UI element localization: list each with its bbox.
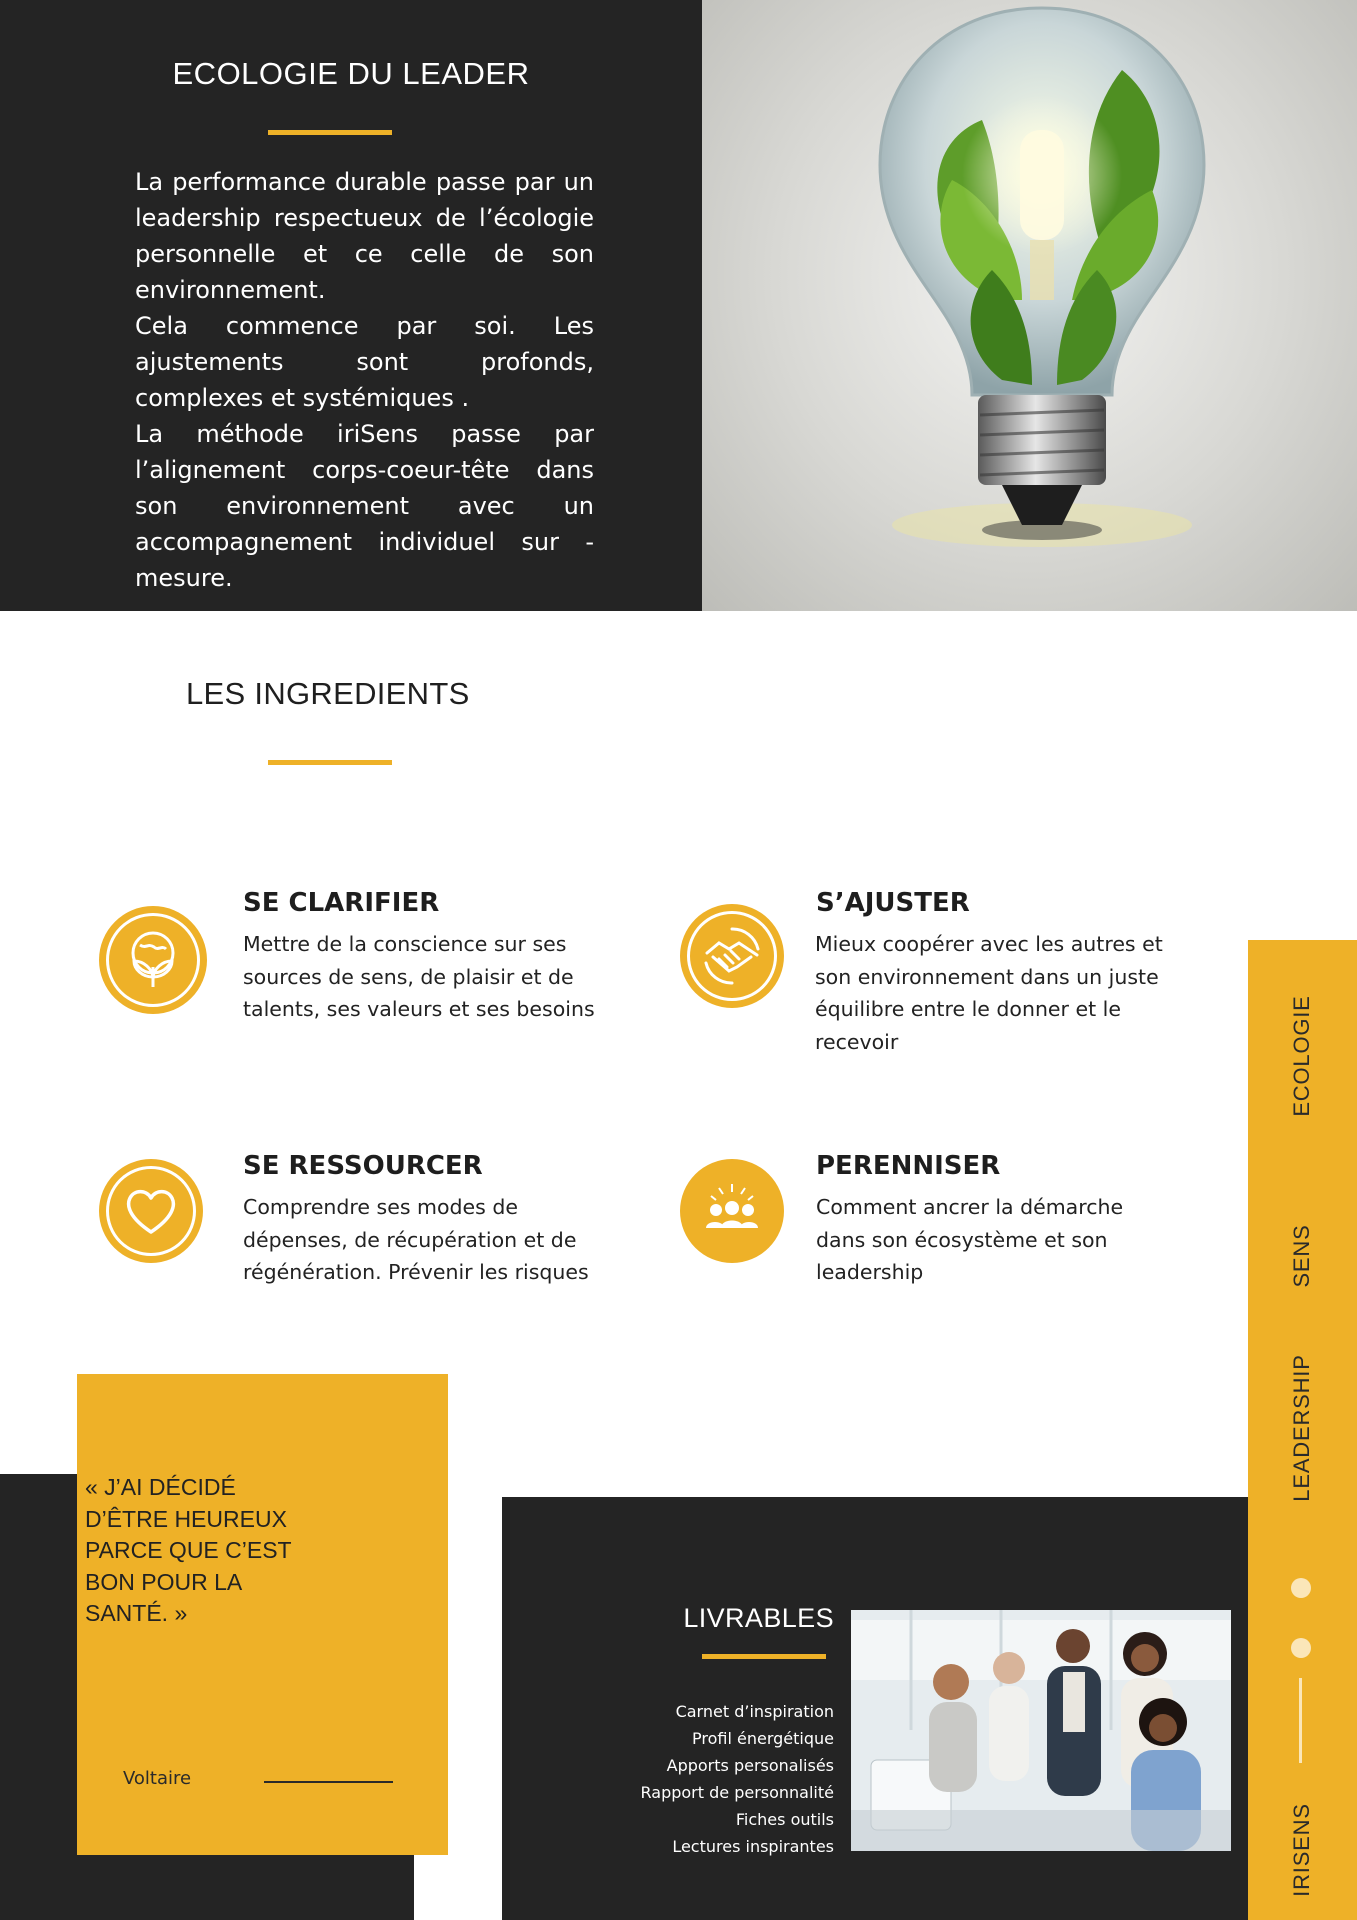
hero-paragraph-3: La méthode iriSens passe par l’alignement corps-coeur-tête dans son environnement avec un accompagnement individuel sur - mesure. (135, 420, 594, 592)
side-label-leadership: LEADERSHIP (1289, 1354, 1314, 1502)
hero-paragraph-1: La performance durable passe par un leadership respectueux de l’écologie personnelle et ce celle de son environnement. (135, 168, 594, 304)
livrable-item: Rapport de personnalité (640, 1783, 834, 1802)
livrable-item: Carnet d’inspiration (675, 1702, 834, 1721)
ingredient-title-perenniser: PERENNISER (816, 1151, 1001, 1181)
desc-line: Mieux coopérer avec les autres et (815, 932, 1163, 956)
quote-text: « J’AI DÉCIDÉ D’ÊTRE HEUREUX PARCE QUE C’EST BON POUR LA SANTÉ. » (85, 1474, 292, 1626)
ingredients-title-underline (268, 760, 392, 765)
desc-line: régénération. Prévenir les risques (243, 1260, 589, 1284)
desc-line: Comprendre ses modes de (243, 1195, 518, 1219)
quote-author: Voltaire (123, 1768, 192, 1789)
hero-body (135, 164, 594, 596)
desc-line: Comment ancrer la démarche (816, 1195, 1124, 1219)
ingredient-title-ajuster: S’AJUSTER (816, 888, 970, 918)
desc-line: recevoir (815, 1029, 899, 1054)
ingredient-desc-perenniser (816, 1191, 1123, 1289)
heart-icon (99, 1159, 203, 1263)
globe-plant-icon (99, 906, 207, 1014)
livrable-item: Profil énergétique (692, 1729, 834, 1748)
livrable-item: Apports personalisés (666, 1756, 834, 1775)
desc-line: talents, ses valeurs et ses besoins (243, 997, 595, 1021)
team-photo (851, 1610, 1231, 1851)
ingredients-title: LES INGREDIENTS (186, 676, 470, 711)
handshake-icon (680, 904, 784, 1008)
dot-icon (1291, 1578, 1311, 1598)
desc-line: leadership (816, 1260, 924, 1284)
side-label-irisens: IRISENS (1289, 1803, 1314, 1897)
desc-line: Mettre de la conscience sur ses (243, 932, 567, 956)
livrables-list (560, 1698, 834, 1860)
ingredient-desc-clarifier (243, 928, 595, 1026)
livrables-title-underline (702, 1654, 826, 1659)
livrables-title: LIVRABLES (683, 1603, 834, 1633)
side-label-ecologie: ECOLOGIE (1289, 995, 1314, 1117)
desc-line: sources de sens, de plaisir et de (243, 964, 574, 989)
livrable-item: Lectures inspirantes (672, 1837, 834, 1856)
livrable-item: Fiches outils (735, 1810, 834, 1829)
ingredient-desc-ressourcer (243, 1191, 589, 1289)
dot-icon (1291, 1638, 1311, 1658)
ingredient-desc-ajuster (815, 928, 1163, 1058)
desc-line: dépenses, de récupération et de (243, 1227, 577, 1252)
side-label-sens: SENS (1289, 1224, 1314, 1288)
hero-title: ECOLOGIE DU LEADER (172, 56, 530, 91)
divider-line (1299, 1678, 1302, 1763)
hero-title-underline (268, 130, 392, 135)
side-nav-bar (1248, 940, 1357, 1920)
hero-paragraph-2: Cela commence par soi. Les ajustements sont profonds, complexes et systémiques . (135, 312, 594, 412)
lightbulb-image (702, 0, 1357, 611)
group-icon (680, 1159, 784, 1263)
ingredient-title-clarifier: SE CLARIFIER (243, 888, 440, 918)
desc-line: son environnement dans un juste (815, 964, 1159, 989)
quote-author-line (264, 1781, 393, 1783)
desc-line: équilibre entre le donner et le (815, 997, 1121, 1021)
ingredient-title-ressourcer: SE RESSOURCER (243, 1151, 483, 1181)
desc-line: dans son écosystème et son (816, 1227, 1108, 1252)
